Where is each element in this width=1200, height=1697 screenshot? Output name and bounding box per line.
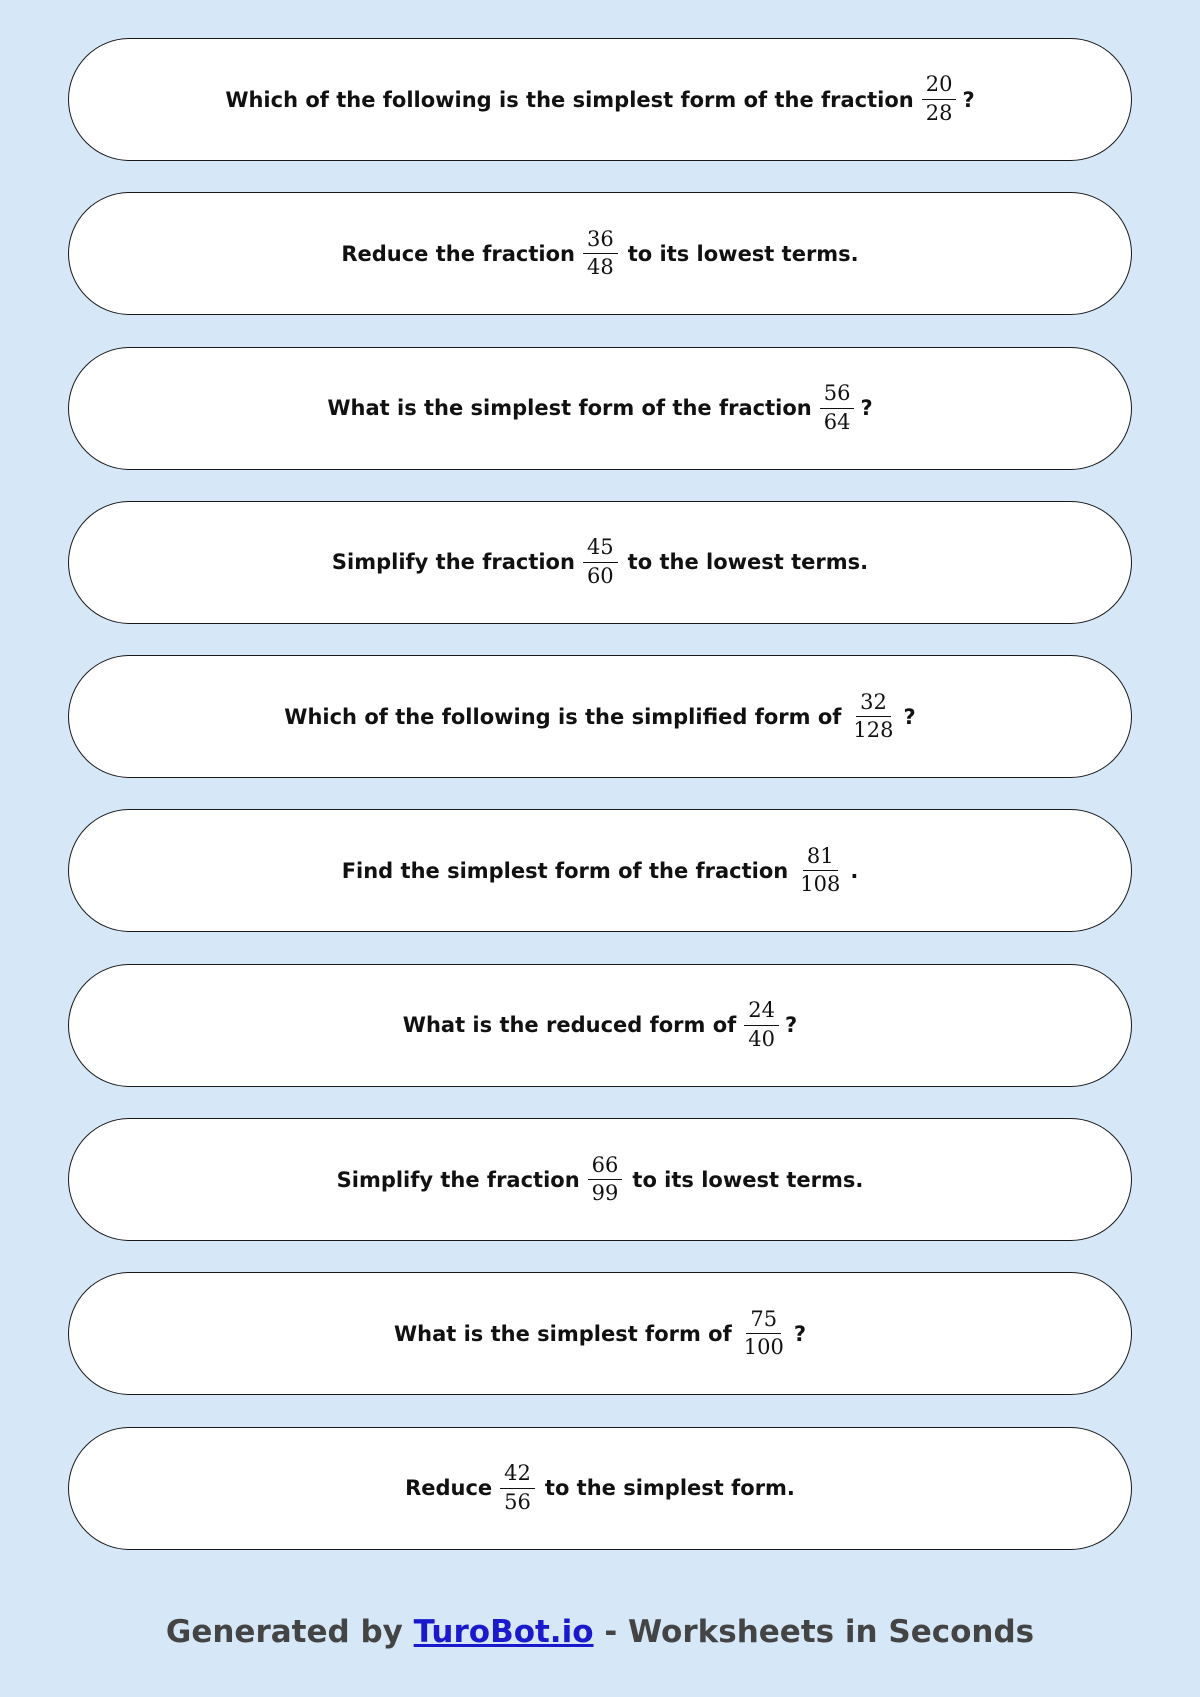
question-suffix: to its lowest terms. <box>632 1167 864 1192</box>
question-card <box>68 192 1132 315</box>
fraction-denominator: 56 <box>504 1489 531 1514</box>
question-text <box>337 1154 864 1206</box>
fraction-numerator: 56 <box>820 382 855 409</box>
question-card <box>68 964 1132 1087</box>
question-suffix: ? <box>903 704 916 729</box>
fraction <box>583 536 618 588</box>
fraction-denominator: 108 <box>800 872 841 897</box>
fraction <box>820 382 855 434</box>
question-suffix: to its lowest terms. <box>627 241 859 266</box>
question-prefix: Reduce the fraction <box>341 241 575 266</box>
question-suffix: to the simplest form. <box>544 1476 795 1501</box>
fraction-denominator: 48 <box>586 255 614 280</box>
question-prefix: Find the simplest form of the fraction <box>341 858 789 883</box>
question-prefix: Simplify the fraction <box>331 550 575 575</box>
question-prefix: Which of the following is the simplified form of <box>284 704 842 729</box>
footer-suffix: - Worksheets in Seconds <box>604 1614 1035 1650</box>
fraction-numerator: 42 <box>500 1462 535 1489</box>
question-card <box>68 655 1132 778</box>
question-text <box>405 1462 795 1514</box>
question-list <box>68 38 1132 1581</box>
fraction <box>500 1462 535 1514</box>
question-card <box>68 347 1132 470</box>
fraction <box>744 999 779 1051</box>
fraction-denominator: 40 <box>748 1026 776 1051</box>
fraction-denominator: 60 <box>586 563 614 588</box>
question-prefix: Which of the following is the simplest form of the fraction <box>225 87 914 112</box>
footer <box>0 1614 1200 1650</box>
fraction-numerator: 81 <box>803 845 838 872</box>
question-card <box>68 38 1132 161</box>
question-card <box>68 809 1132 932</box>
question-text <box>342 845 859 897</box>
question-suffix: ? <box>860 396 873 421</box>
fraction-numerator: 24 <box>744 999 779 1026</box>
fraction <box>740 1308 788 1360</box>
question-card <box>68 1118 1132 1241</box>
question-text <box>403 999 797 1051</box>
question-text <box>225 73 974 125</box>
fraction <box>583 228 618 280</box>
fraction-denominator: 99 <box>591 1181 619 1206</box>
question-suffix: ? <box>962 87 975 112</box>
question-suffix: . <box>850 858 859 883</box>
fraction-numerator: 32 <box>856 691 891 718</box>
fraction <box>922 73 957 125</box>
question-prefix: What is the reduced form of <box>402 1013 737 1038</box>
question-prefix: What is the simplest form of <box>393 1321 732 1346</box>
fraction-denominator: 128 <box>853 718 894 743</box>
question-card <box>68 1272 1132 1395</box>
fraction <box>588 1154 623 1206</box>
fraction <box>849 691 897 743</box>
question-text <box>327 382 872 434</box>
question-prefix: Reduce <box>405 1476 493 1501</box>
fraction-numerator: 75 <box>746 1308 781 1335</box>
fraction <box>796 845 844 897</box>
question-card <box>68 1427 1132 1550</box>
question-suffix: ? <box>793 1321 807 1346</box>
question-text <box>341 228 858 280</box>
question-prefix: Simplify the fraction <box>336 1167 580 1192</box>
question-card <box>68 501 1132 624</box>
fraction-denominator: 100 <box>743 1335 784 1360</box>
fraction-numerator: 20 <box>922 73 957 100</box>
question-suffix: ? <box>785 1013 798 1038</box>
question-suffix: to the lowest terms. <box>627 550 869 575</box>
fraction-numerator: 66 <box>588 1154 623 1181</box>
question-prefix: What is the simplest form of the fraction <box>327 396 812 421</box>
turobot-link[interactable]: TuroBot.io <box>413 1614 594 1650</box>
fraction-denominator: 64 <box>823 409 851 434</box>
question-text <box>284 691 915 743</box>
question-text <box>332 536 868 588</box>
footer-prefix: Generated by <box>165 1614 403 1650</box>
fraction-numerator: 45 <box>583 536 618 563</box>
fraction-denominator: 28 <box>925 101 953 125</box>
fraction-numerator: 36 <box>583 228 618 255</box>
question-text <box>394 1308 806 1360</box>
